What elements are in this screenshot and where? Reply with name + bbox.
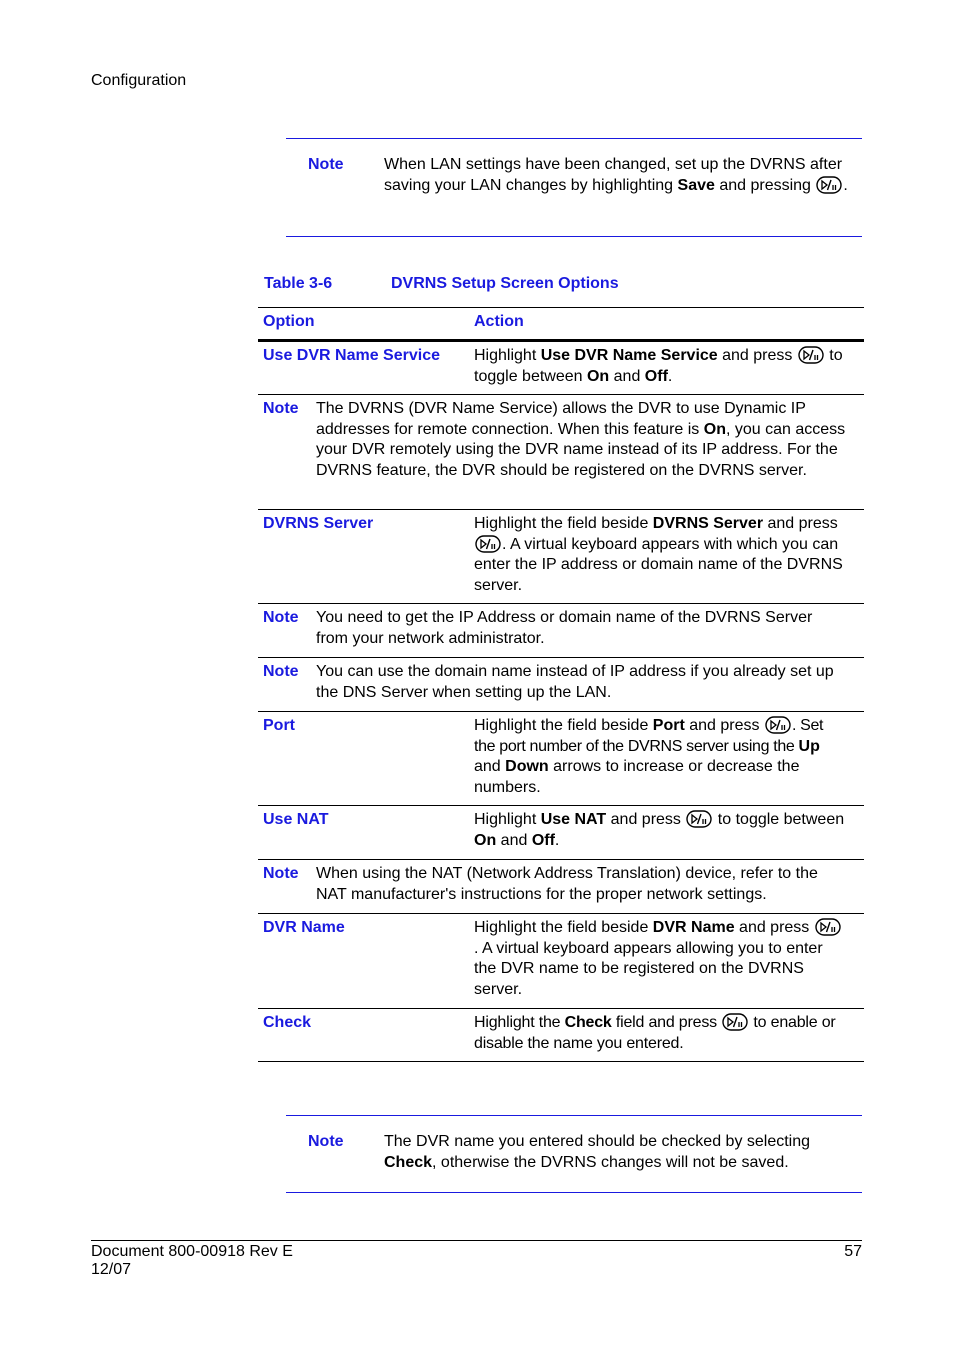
note-box-lan	[286, 138, 862, 237]
option-label: Use DVR Name Service	[263, 347, 440, 364]
enter-button-icon	[722, 1013, 748, 1031]
note-label: Note	[263, 609, 299, 626]
enter-button-icon	[475, 535, 501, 553]
table-row-port	[258, 712, 864, 806]
table-row-note-dvrns	[258, 395, 864, 510]
option-label: Port	[263, 717, 295, 734]
table-number: Table 3-6	[264, 275, 333, 292]
enter-button-icon	[686, 810, 712, 828]
document-number: Document 800-00918 Rev E	[91, 1243, 293, 1260]
note-text: You need to get the IP Address or domain name of the DVRNS Server from your network administrator.	[316, 609, 813, 647]
note-label: Note	[308, 156, 344, 173]
note-label: Note	[263, 663, 299, 680]
action-text: Highlight the field beside DVRNS Server and press . A virtual keyboard appears with which you can enter the IP address or domain name of the DVRNS server.	[474, 515, 843, 594]
note-text: When LAN settings have been changed, set up the DVRNS after saving your LAN changes by highlighting Save and pressing .	[384, 156, 848, 194]
table-row-dvr-name	[258, 914, 864, 1009]
table-row-dvrns-server	[258, 510, 864, 604]
option-label: DVR Name	[263, 919, 345, 936]
option-label: DVRNS Server	[263, 515, 374, 532]
page-number: 57	[844, 1243, 862, 1260]
table-header	[258, 307, 864, 342]
note-label: Note	[263, 400, 299, 417]
enter-button-icon	[815, 918, 841, 936]
table-row-note-nat	[258, 860, 864, 914]
enter-button-icon	[765, 716, 791, 734]
option-label: Use NAT	[263, 811, 329, 828]
note-text: You can use the domain name instead of IP address if you already set up the DNS Server when setting up the LAN.	[316, 663, 834, 701]
note-text: The DVR name you entered should be checked by selecting Check, otherwise the DVRNS changes will not be saved.	[384, 1133, 811, 1171]
action-text: Highlight Use NAT and press to toggle between On and Off.	[474, 811, 845, 849]
table-row-check	[258, 1009, 864, 1062]
table-row-note-dns	[258, 658, 864, 712]
action-text: Highlight the field beside DVR Name and press . A virtual keyboard appears allowing you to enter the DVR name to be registered on the DVRNS server.	[474, 918, 846, 1000]
note-text: When using the NAT (Network Address Translation) device, refer to the NAT manufacturer's instructions for the proper network settings.	[316, 865, 818, 903]
table-caption	[264, 274, 619, 295]
action-text: Highlight the field beside Port and press . Set the port number of the DVRNS server using the Up and Down arrows to increase or decrease the numbers.	[474, 717, 824, 796]
action-text: Highlight Use DVR Name Service and press to toggle between On and Off.	[474, 347, 843, 385]
enter-button-icon	[798, 346, 824, 364]
option-label: Check	[263, 1014, 312, 1031]
column-header-action: Action	[474, 313, 524, 330]
table-row-note-ip	[258, 604, 864, 658]
column-header-option: Option	[263, 313, 315, 330]
document-date: 12/07	[91, 1261, 132, 1278]
table-title: DVRNS Setup Screen Options	[391, 275, 619, 292]
note-label: Note	[308, 1133, 344, 1150]
action-text: Highlight the Check field and press to enable or disable the name you entered.	[474, 1014, 836, 1052]
enter-button-icon	[816, 176, 842, 194]
table-row-use-nat	[258, 806, 864, 860]
note-box-check	[286, 1115, 862, 1193]
table-row-use-dvr-name-service	[258, 342, 864, 395]
page-footer	[91, 1240, 862, 1278]
note-label: Note	[263, 865, 299, 882]
running-header: Configuration	[91, 72, 187, 89]
options-table	[258, 307, 864, 1062]
note-text: The DVRNS (DVR Name Service) allows the DVR to use Dynamic IP addresses for remote connection. When this feature is On, you can access your DVR remotely using the DVR name instead of its IP address. For the DVRNS feature, the DVR should be registered on the DVRNS server.	[316, 400, 846, 479]
